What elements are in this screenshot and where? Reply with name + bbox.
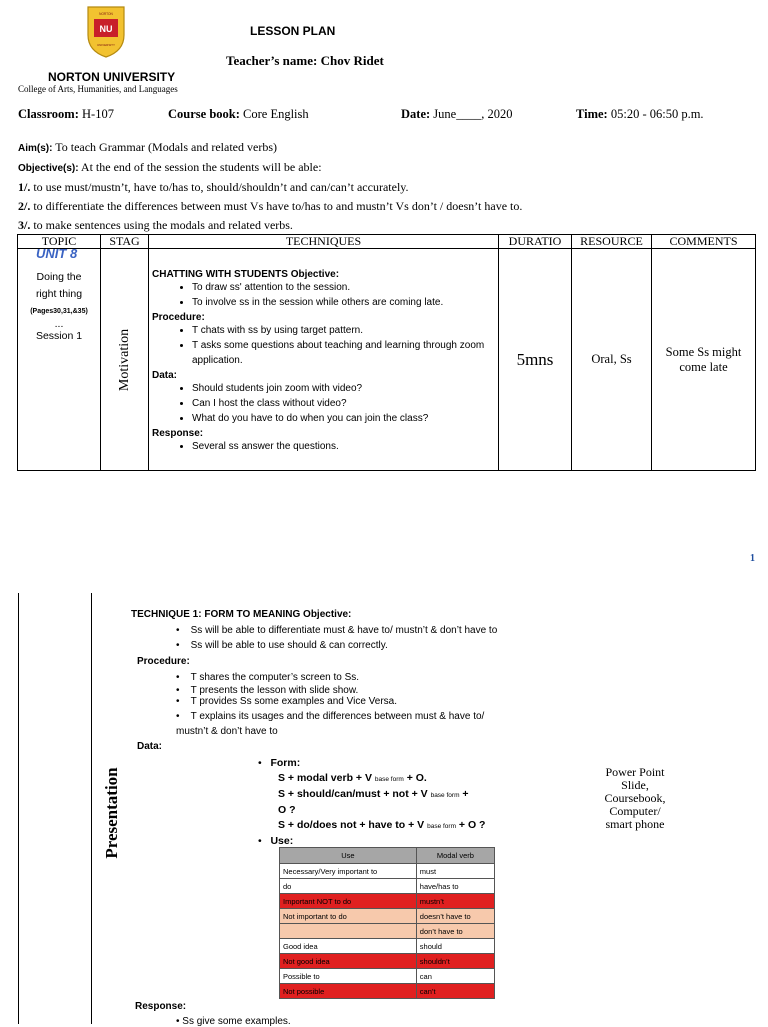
table-row [280,894,495,909]
objective-item: • Ss will be able to differentiate must & have to/ mustn’t & don’t have to [176,625,498,636]
data-label: Data: [152,370,178,381]
formula-text: S + do/does not + have to + V [278,819,425,831]
response-label: Response: [135,1001,187,1012]
unit-label: UNIT 8 [36,246,78,261]
goal-text: to differentiate the differences between must Vs have to/has to and mustn’t Vs don’t / doesn’t have to. [33,199,523,213]
use-cell: Not good idea [280,954,417,969]
list-item: • T asks some questions about teaching and learning through zoom application. [192,338,498,368]
procedure-text: T explains its usages and the differences between must & have to/ [190,711,485,722]
use-cell: Necessary/Very important to [280,864,417,879]
procedure-item: • T provides Ss some examples and Vice Versa. [176,696,398,707]
list-item: • T chats with ss by using target pattern. [192,323,498,338]
page2-left-border [18,593,19,1024]
modal-cell: have/has to [416,879,494,894]
procedure-list [152,323,498,368]
list-item: • What do you have to do when you can join the class? [192,411,498,426]
coursebook-value: Core English [243,107,309,121]
modal-cell: must [416,864,494,879]
base-form-note: base form [427,823,456,830]
procedure-text: T presents the lesson with slide show. [190,685,359,696]
duration-cell: 5mns [499,249,572,471]
procedure-item: • T presents the lesson with slide show. [176,685,359,696]
use-cell: Good idea [280,939,417,954]
procedure-item: • T explains its usages and the differences between must & have to/ [176,711,485,722]
university-logo [86,5,126,59]
use-cell: Possible to [280,969,417,984]
base-form-note: base form [430,792,460,799]
teacher-label: Teacher’s name: [226,53,318,68]
objective-text: At the end of the session the students will be able: [80,160,322,174]
techniques-cell [149,249,499,471]
page2-column-divider [91,593,92,1024]
coursebook-label: Course book: [168,107,240,121]
goal-2 [18,199,522,214]
goal-1 [18,180,409,195]
objective-text: Ss will be able to use should & can correctly. [190,640,388,651]
goal-number: 3/. [18,218,31,232]
response-label: Response: [152,428,204,439]
modal-cell: can [416,969,494,984]
list-item: • Can I host the class without video? [192,396,498,411]
formula-text: O ? [278,804,296,816]
modal-cell: doesn’t have to [416,909,494,924]
formula-text: S + modal verb + V [278,772,372,784]
table-header-row [18,235,756,249]
procedure-label: Procedure: [137,656,190,667]
use-heading: • Use: [258,835,294,847]
formula-text: S + should/can/must + not + V [278,788,428,800]
table-row [280,864,495,879]
date-info [401,107,512,122]
goal-number: 1/. [18,180,31,194]
use-cell: Not important to do [280,909,417,924]
list-item: • Several ss answer the questions. [192,439,498,454]
coursebook-info [168,107,309,122]
stage-label: Motivation [116,328,132,391]
lesson-plan-table [17,234,756,471]
formula-2-continued [258,803,518,818]
list-item: • To involve ss in the session while others are coming late. [192,295,498,310]
page-title: LESSON PLAN [250,24,336,38]
resource-text: Power Point Slide, Coursebook, Computer/ smart phone [604,765,666,831]
goal-3 [18,218,293,233]
topic-session: Session 1 [35,330,83,342]
objective-item: • Ss will be able to use should & can correctly. [176,640,388,651]
procedure-label: Procedure: [152,312,205,323]
classroom-label: Classroom: [18,107,79,121]
use-cell: Not possible [280,984,417,999]
classroom-value: H-107 [82,107,114,121]
date-label: Date: [401,107,431,121]
list-item: • Should students join zoom with video? [192,381,498,396]
modal-cell: shouldn’t [416,954,494,969]
modal-cell: don’t have to [416,924,494,939]
header-stage: STAG [101,235,149,249]
topic-pages: (Pages30,31,&35) [30,308,88,315]
response-list [152,439,498,454]
formula-1 [258,771,518,787]
topic-cell [18,246,101,471]
formula-text: + [462,788,469,800]
table-row [280,984,495,999]
modal-cell: mustn’t [416,894,494,909]
college-name: College of Arts, Humanities, and Languages [18,84,178,94]
response-text: • Ss give some examples. [176,1016,291,1027]
stage-cell [101,249,149,471]
objective-text: Ss will be able to differentiate must & have to/ mustn’t & don’t have to [190,625,498,636]
objective-label: Objective(s): [18,163,79,174]
modal-use-table [279,847,495,999]
formula-3 [258,818,518,834]
topic-dots: ... [54,318,64,330]
stage-label-presentation: Presentation [102,767,121,859]
objective-list [152,280,498,310]
list-item: • To draw ss' attention to the session. [192,280,498,295]
header-topic: TOPIC [18,235,101,249]
table-row [280,924,495,939]
table-row [280,879,495,894]
form-heading: • Form: [258,757,301,769]
header-use: Use [280,848,417,864]
use-table-header [280,848,495,864]
goal-text: to use must/mustn’t, have to/has to, should/shouldn’t and can/can’t accurately. [33,180,409,194]
technique-title: TECHNIQUE 1: FORM TO MEANING Objective: [131,609,352,620]
procedure-item-continued: mustn’t & don’t have to [176,726,278,737]
resource-cell: Oral, Ss [572,249,652,471]
table-row [280,909,495,924]
formula-2 [258,787,518,803]
procedure-text: T provides Ss some examples and Vice Versa. [190,696,398,707]
goal-text: to make sentences using the modals and related verbs. [33,218,293,232]
use-label: Use: [270,835,294,847]
procedure-item: • T shares the computer’s screen to Ss. [176,672,360,683]
header-techniques: TECHNIQUES [149,235,499,249]
form-block [258,756,518,849]
header-resource: RESOURCE [572,235,652,249]
form-label: Form: [270,757,301,769]
teacher-line [226,53,384,69]
time-value: 05:20 - 06:50 p.m. [610,107,704,121]
header-comments: COMMENTS [652,235,756,249]
use-cell: Important NOT to do [280,894,417,909]
topic-line: right thing [35,288,83,300]
topic-line: Doing the [36,271,82,283]
page-number: 1 [750,553,755,564]
classroom-info [18,107,114,122]
objective-line [18,160,322,175]
table-row [280,954,495,969]
technique-title: CHATTING WITH STUDENTS Objective: [152,269,340,280]
goal-number: 2/. [18,199,31,213]
date-value: June____, 2020 [433,107,513,121]
use-cell: do [280,879,417,894]
aims-text: To teach Grammar (Modals and related verbs) [55,140,277,154]
table-row [280,939,495,954]
procedure-text: T shares the computer’s screen to Ss. [190,672,360,683]
aims-label: Aim(s): [18,143,53,154]
header-modal-verb: Modal verb [416,848,494,864]
base-form-note: base form [374,776,404,783]
aims-line [18,140,277,155]
time-label: Time: [576,107,608,121]
modal-cell: should [416,939,494,954]
teacher-name: Chov Ridet [320,53,384,68]
formula-text: + O. [406,772,427,784]
use-cell [280,924,417,939]
table-row [280,969,495,984]
data-list [152,381,498,426]
time-info [576,107,704,122]
svg-text:NU: NU [99,24,113,34]
university-name: NORTON UNIVERSITY [48,70,176,84]
modal-cell: can’t [416,984,494,999]
table-row [18,249,756,471]
svg-text:UNIVERSITY: UNIVERSITY [96,43,116,47]
svg-text:NORTON: NORTON [99,12,113,16]
data-label: Data: [137,741,163,752]
header-duration: DURATIO [499,235,572,249]
formula-text: + O ? [458,819,486,831]
comments-cell: Some Ss might come late [652,249,756,471]
